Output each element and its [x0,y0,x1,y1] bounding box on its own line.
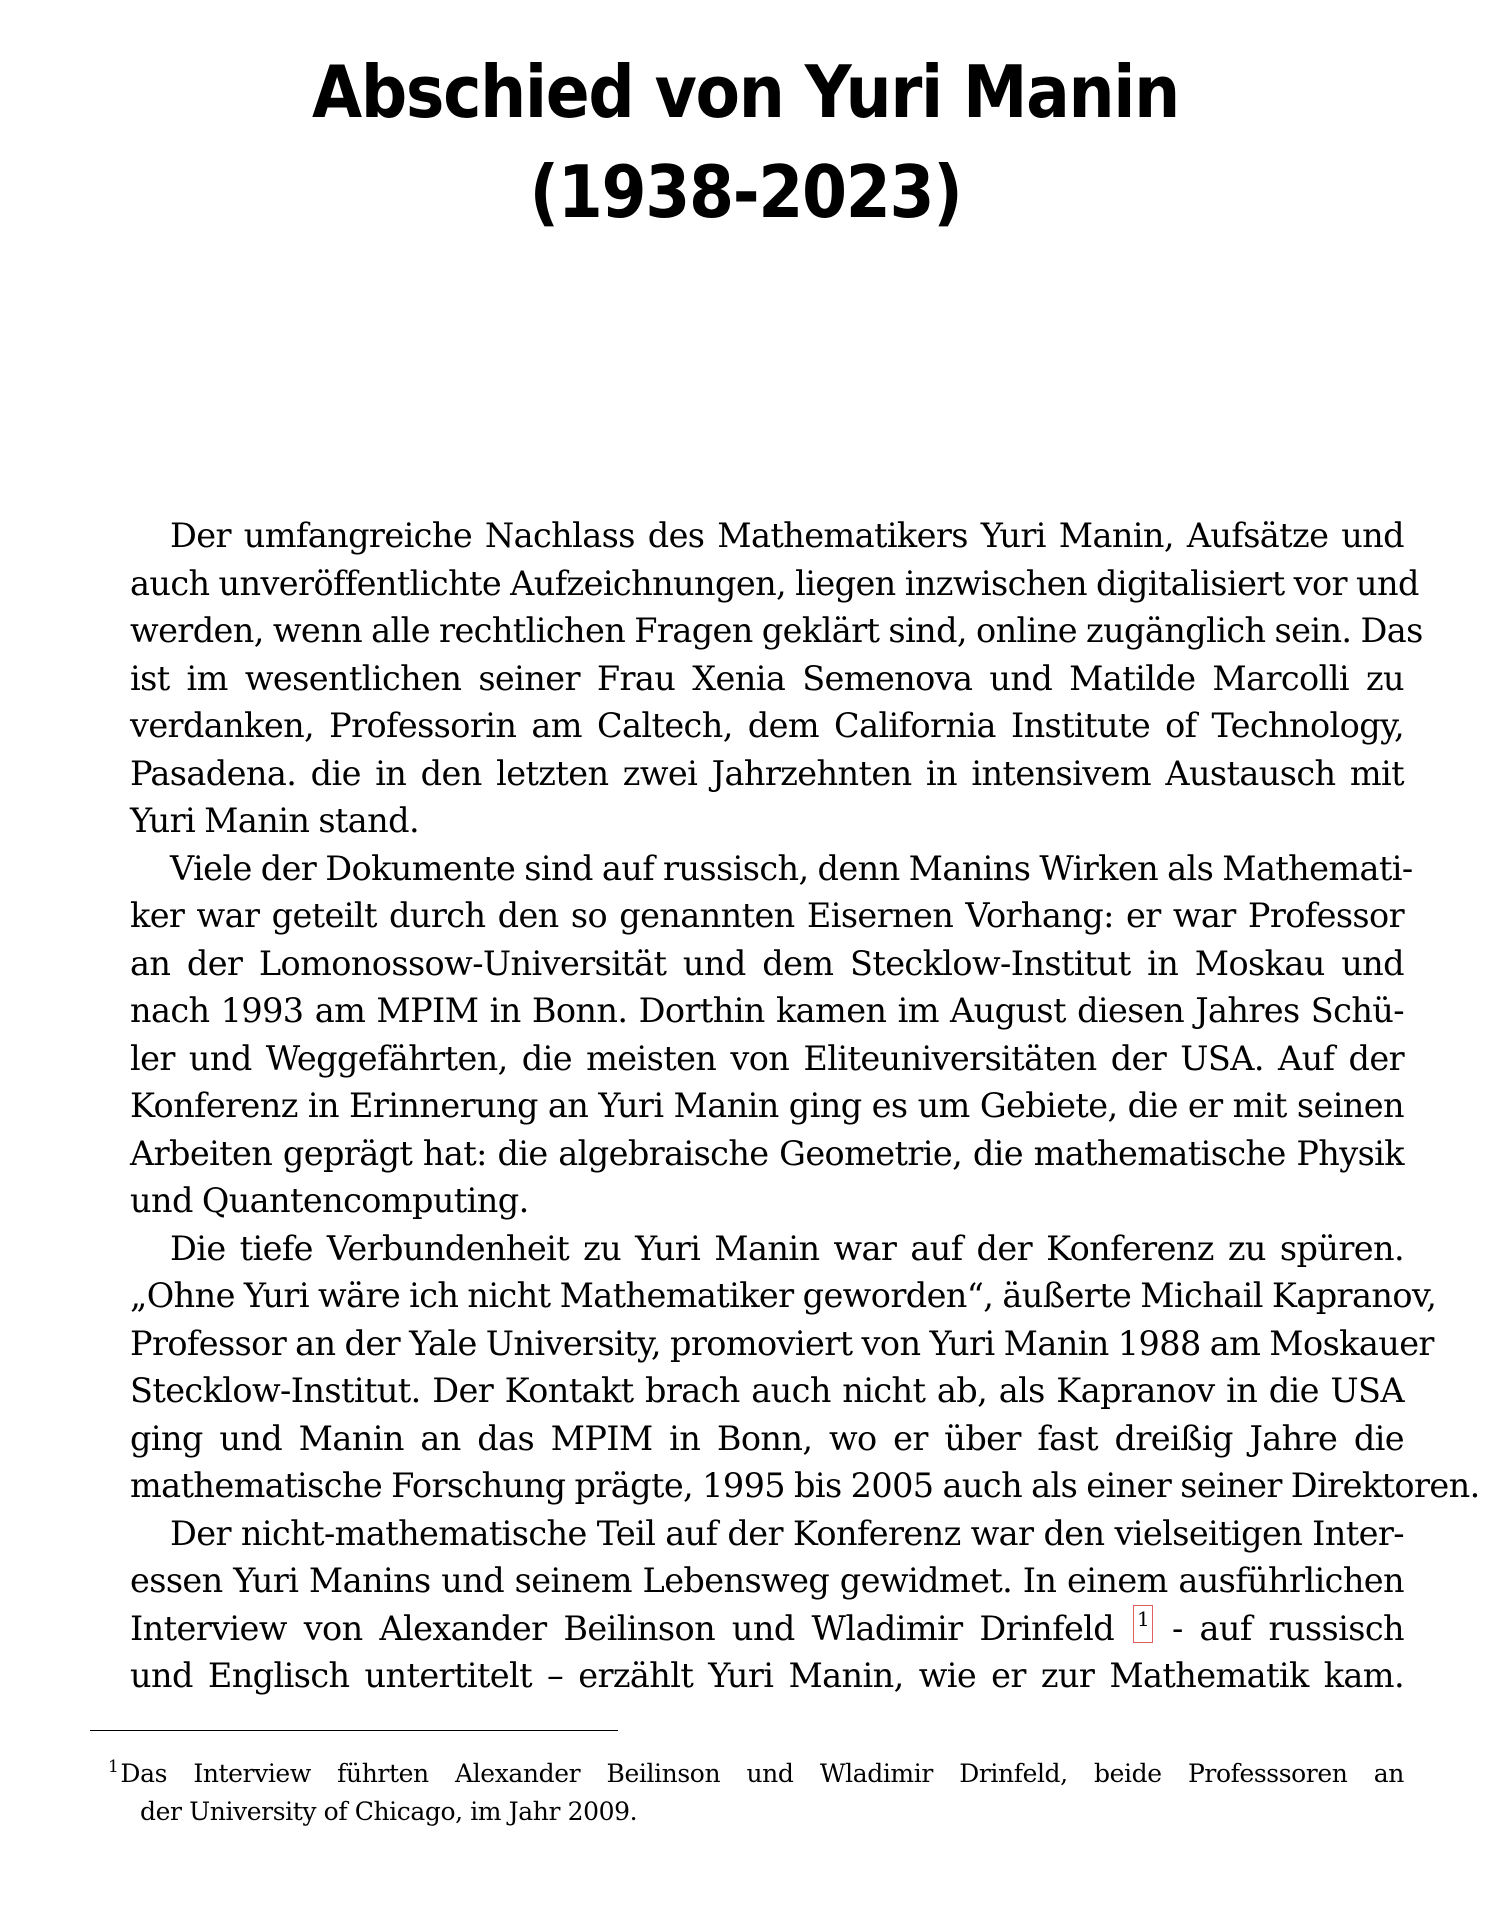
page-title [75,42,1417,242]
footnote-line [108,1748,1404,1793]
text-line: ist im wesentlichen seiner Frau Xenia Semenova und Matilde Marcolli zu [130,658,1404,698]
text-line: und Quantencomputing. [130,1181,529,1220]
text-line: Arbeiten geprägt hat: die algebraische Geometrie, die mathematische Physik [130,1133,1404,1173]
text-line: und Englisch untertitelt – erzählt Yuri Manin, wie er zur Mathematik kam. [130,1656,1404,1695]
text-line: an der Lomonossow-Universität und dem Stecklow-Institut in Moskau und [130,943,1404,983]
text-line: mathematische Forschung prägte, 1995 bis 2005 auch als einer seiner Direktoren. [130,1466,1480,1505]
footnote-line: der University of Chicago, im Jahr 2009. [140,1797,638,1826]
article-body [90,512,1480,1700]
text-line: ler und Weggefährten, die meisten von Eliteuniversitäten der USA. Auf der [130,1038,1404,1078]
text-line: verdanken, Professorin am Caltech, dem California Institute of Technology, [130,706,1404,745]
paragraph-2 [90,845,1413,1225]
title-line-2: (1938-2023) [529,150,962,234]
text-line: essen Yuri Manins und seinem Lebensweg gewidmet. In einem ausführlichen [130,1561,1404,1600]
text-line: Der nicht-mathematische Teil auf der Konferenz war den vielseitigen Inter- [170,1513,1404,1553]
text-line: ging und Manin an das MPIM in Bonn, wo er über fast dreißig Jahre die [130,1418,1404,1458]
text-line: Viele der Dokumente sind auf russisch, denn Manins Wirken als Mathemati- [170,848,1413,888]
text-line: Die tiefe Verbundenheit zu Yuri Manin war auf der Konferenz zu spüren. [170,1228,1404,1268]
text-line: Yuri Manin stand. [130,801,420,840]
text-line: auch unveröffentlichte Aufzeichnungen, liegen inzwischen digitalisiert vor und [130,563,1419,603]
footnote-mark: 1 [108,1757,119,1777]
footnote-divider [90,1730,618,1731]
text-line: „Ohne Yuri wäre ich nicht Mathematiker geworden“, äußerte Michail Kapranov, [130,1276,1437,1315]
paragraph-3 [90,1225,1480,1510]
text-line: Der umfangreiche Nachlass des Mathematikers Yuri Manin, Aufsätze und [170,516,1404,555]
footnote-text: Das Interview führten Alexander Beilinson und Wladimir Drinfeld, beide Professsoren an [120,1759,1404,1788]
text-line: Konferenz in Erinnerung an Yuri Manin ging es um Gebiete, die er mit seinen [130,1086,1404,1125]
text-fragment: - auf russisch [1171,1608,1404,1648]
text-fragment: Interview von Alexander Beilinson und Wladimir Drinfeld [130,1608,1115,1648]
text-line: ker war geteilt durch den so genannten Eisernen Vorhang: er war Professor [130,896,1404,935]
paragraph-1 [90,512,1423,845]
text-line: Professor an der Yale University, promoviert von Yuri Manin 1988 am Moskauer [130,1323,1434,1363]
text-line: nach 1993 am MPIM in Bonn. Dorthin kamen im August diesen Jahres Schü- [130,991,1404,1030]
footnote [108,1748,1404,1831]
text-line: Stecklow-Institut. Der Kontakt brach auch nicht ab, als Kapranov in die USA [130,1371,1404,1410]
text-line-with-footnote [90,1605,1404,1653]
paragraph-4 [90,1510,1404,1700]
text-line: Pasadena. die in den letzten zwei Jahrzehnten in intensivem Austausch mit [130,753,1404,793]
footnote-link[interactable]: 1 [1133,1605,1153,1643]
title-line-1: Abschied von Yuri Manin [312,50,1179,134]
text-line: werden, wenn alle rechtlichen Fragen geklärt sind, online zugänglich sein. Das [130,611,1423,650]
